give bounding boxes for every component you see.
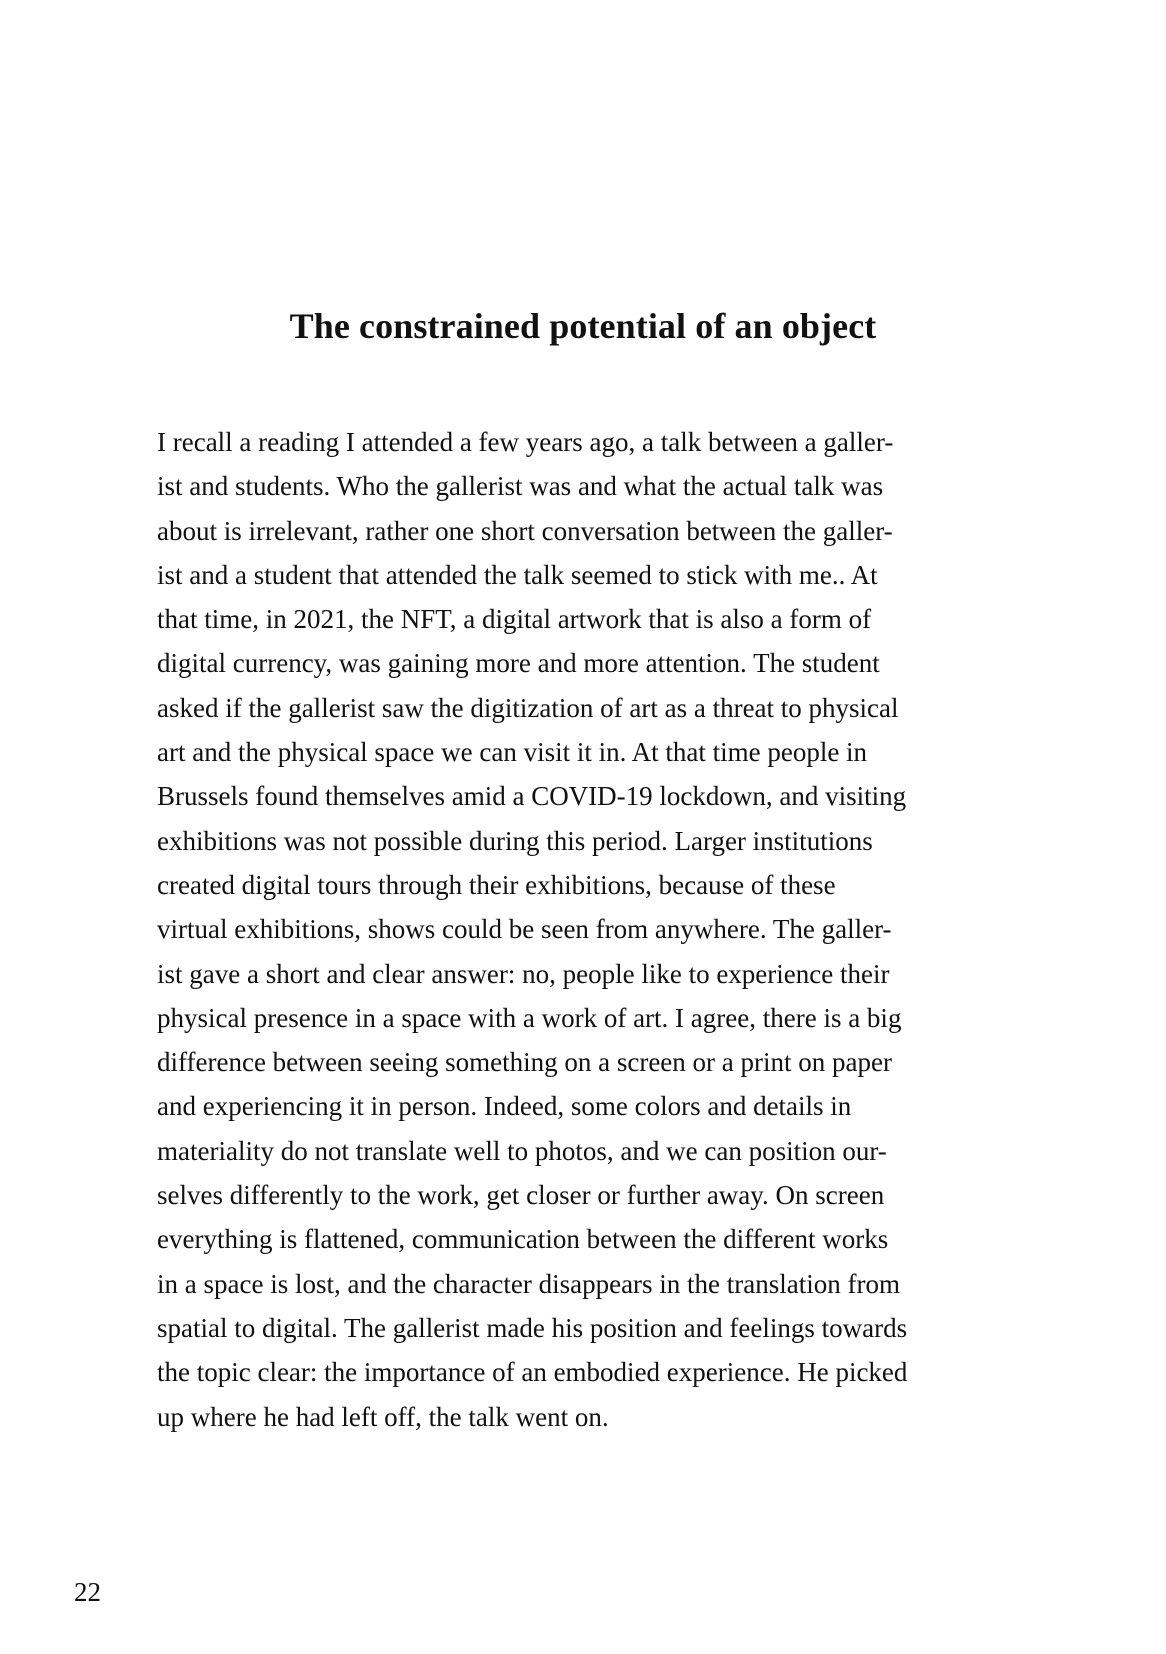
text-line: up where he had left off, the talk went on. xyxy=(157,1401,609,1432)
text-line: exhibitions was not possible during this period. Larger institutions xyxy=(157,825,873,856)
text-line: difference between seeing something on a screen or a print on paper xyxy=(157,1047,892,1078)
text-line: art and the physical space we can visit it in. At that time people in xyxy=(157,737,868,768)
body-paragraph xyxy=(157,420,1037,1439)
text-line: digital currency, was gaining more and more attention. The student xyxy=(157,648,880,679)
text-line: everything is flattened, communication between the different works xyxy=(157,1224,889,1255)
text-line: that time, in 2021, the NFT, a digital artwork that is also a form of xyxy=(157,604,872,635)
text-line: in a space is lost, and the character disappears in the translation from xyxy=(157,1268,900,1299)
text-line: Brussels found themselves amid a COVID-19 lockdown, and visiting xyxy=(157,781,907,812)
text-line: ist and a student that attended the talk seemed to stick with me.. At xyxy=(157,559,878,590)
text-line: ist gave a short and clear answer: no, people like to experience their xyxy=(157,958,890,989)
text-line: spatial to digital. The gallerist made his position and feelings towards xyxy=(157,1312,908,1343)
page-number: 22 xyxy=(74,1577,101,1607)
text-line: selves differently to the work, get closer or further away. On screen xyxy=(157,1180,885,1211)
section-title: The constrained potential of an object xyxy=(289,306,877,346)
text-line: ist and students. Who the gallerist was and what the actual talk was xyxy=(157,471,884,502)
text-line: the topic clear: the importance of an embodied experience. He picked xyxy=(157,1357,908,1388)
text-line: physical presence in a space with a work of art. I agree, there is a big xyxy=(157,1002,902,1033)
text-line: virtual exhibitions, shows could be seen from anywhere. The galler- xyxy=(157,914,892,945)
text-line: about is irrelevant, rather one short conversation between the galler- xyxy=(157,515,893,546)
text-line: created digital tours through their exhibitions, because of these xyxy=(157,869,836,900)
text-line: and experiencing it in person. Indeed, some colors and details in xyxy=(157,1091,852,1122)
text-line: asked if the gallerist saw the digitization of art as a threat to physical xyxy=(157,692,899,723)
text-line: materiality do not translate well to photos, and we can position our- xyxy=(157,1135,887,1166)
text-line: I recall a reading I attended a few years ago, a talk between a galler- xyxy=(157,427,894,457)
